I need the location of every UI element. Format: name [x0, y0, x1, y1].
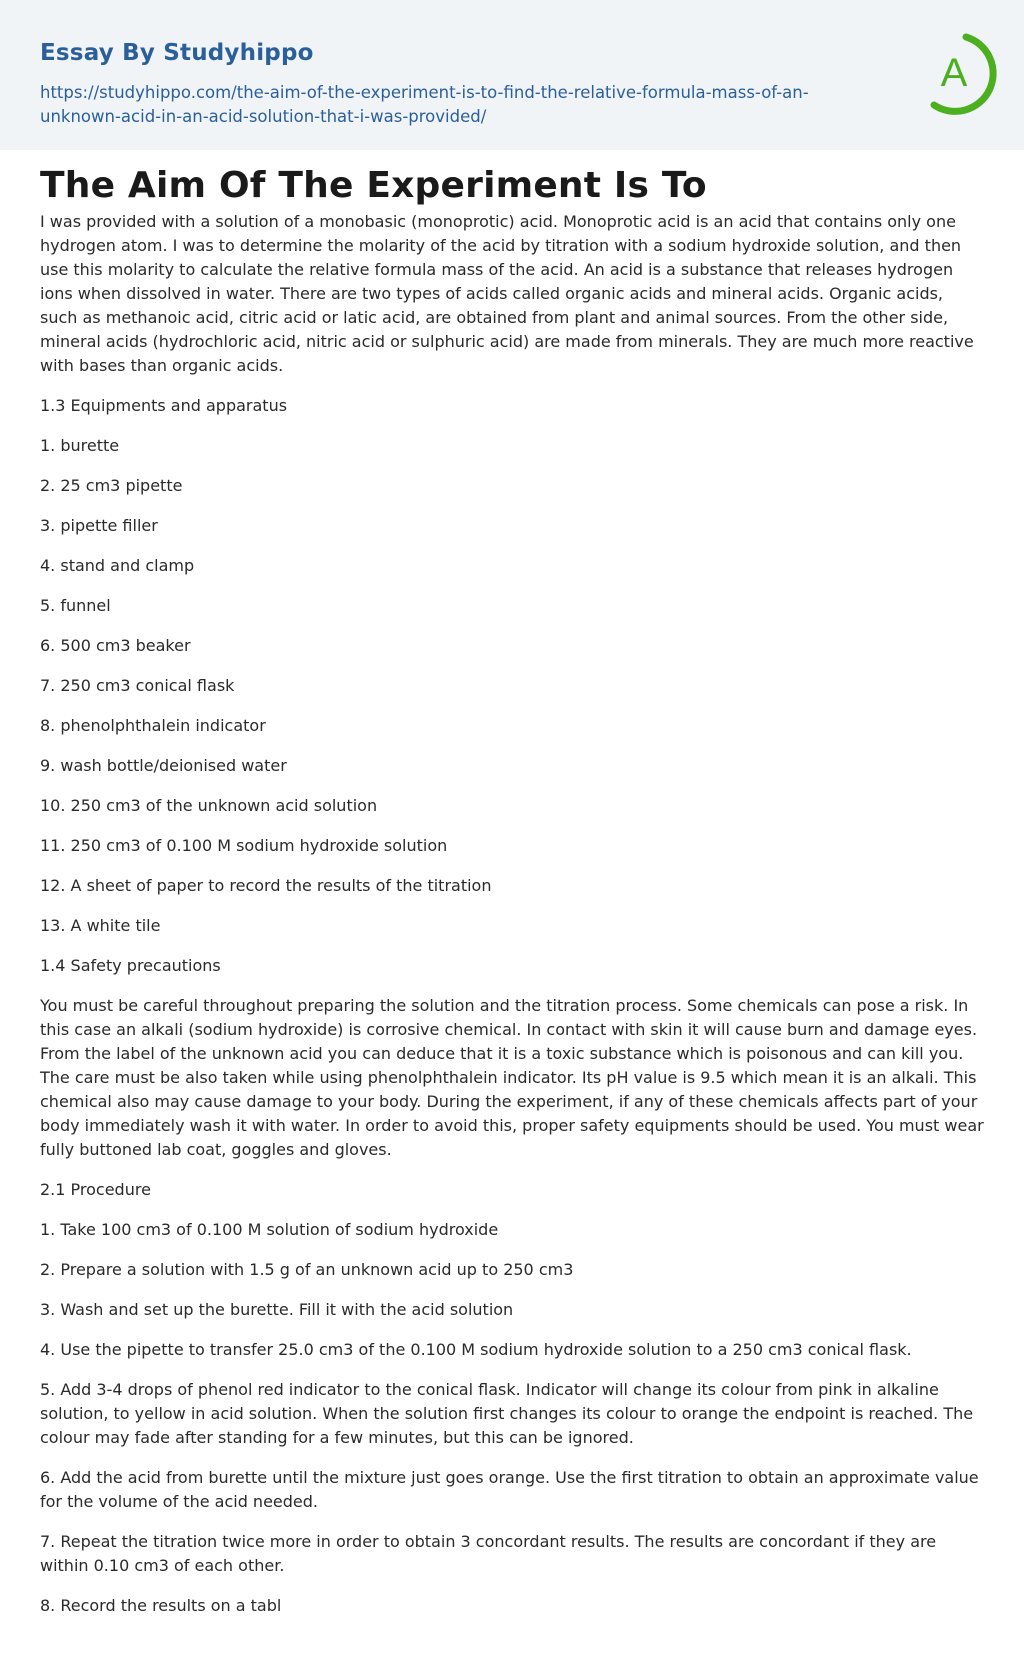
site-header [0, 0, 1024, 150]
essay-paragraph: 4. Use the pipette to transfer 25.0 cm3 of the 0.100 M sodium hydroxide solution to a 250 cm3 conical flask. [40, 1340, 912, 1359]
source-url-link[interactable]: https://studyhippo.com/the-aim-of-the-experiment-is-to-find-the-relative-formula-mass-of-an-unknown-acid-in-an-acid-solution-that-i-was-provided/ [40, 83, 809, 126]
essay-paragraph: 2. Prepare a solution with 1.5 g of an unknown acid up to 250 cm3 [40, 1260, 574, 1279]
essay-paragraph: 2.1 Procedure [40, 1180, 151, 1199]
essay-paragraph: 1. burette [40, 436, 120, 455]
essay-paragraph: You must be careful throughout preparing the solution and the titration process. Some chemicals can pose a risk. In this case an alkali (sodium hydroxide) is corrosive chemical. In contact with skin it will cause burn and damage eyes. From the label of the unknown acid you can deduce that it is a toxic substance which is poisonous and can kill you. The care must be also taken while using phenolphthalein indicator. Its pH value is 9.5 which mean it is an alkali. This chemical also may cause damage to your body. During the experiment, if any of these chemicals affects part of your body immediately wash it with water. In order to avoid this, proper safety equipments should be used. You must wear fully buttoned lab coat, goggles and gloves. [40, 996, 984, 1159]
essay-content [40, 162, 984, 1618]
essay-paragraph: 5. Add 3-4 drops of phenol red indicator to the conical flask. Indicator will change its colour from pink in alkaline solution, to yellow in acid solution. When the solution first changes its colour to orange the endpoint is reached. The colour may fade after standing for a few minutes, but this can be ignored. [40, 1380, 974, 1447]
essay-paragraph: 5. funnel [40, 596, 111, 615]
essay-paragraph: 2. 25 cm3 pipette [40, 476, 183, 495]
essay-paragraph: 3. pipette filler [40, 516, 158, 535]
essay-paragraph: 7. 250 cm3 conical flask [40, 676, 235, 695]
essay-paragraph: 8. Record the results on a tabl [40, 1596, 282, 1615]
studyhippo-logo-icon[interactable] [910, 28, 998, 116]
essay-paragraph: 6. 500 cm3 beaker [40, 636, 191, 655]
brand-title: Essay By Studyhippo [40, 40, 314, 66]
essay-paragraph: 6. Add the acid from burette until the mixture just goes orange. Use the first titration to obtain an approximate value for the volume of the acid needed. [40, 1468, 979, 1511]
essay-paragraph: 9. wash bottle/deionised water [40, 756, 287, 775]
essay-body [40, 210, 984, 1618]
essay-paragraph: 10. 250 cm3 of the unknown acid solution [40, 796, 378, 815]
essay-paragraph: 1.4 Safety precautions [40, 956, 221, 975]
essay-title: The Aim Of The Experiment Is To [40, 165, 707, 206]
essay-paragraph: 1.3 Equipments and apparatus [40, 396, 288, 415]
essay-paragraph: 7. Repeat the titration twice more in order to obtain 3 concordant results. The results are concordant if they are within 0.10 cm3 of each other. [40, 1532, 937, 1575]
essay-paragraph: 8. phenolphthalein indicator [40, 716, 266, 735]
essay-paragraph: 3. Wash and set up the burette. Fill it with the acid solution [40, 1300, 514, 1319]
essay-paragraph: 11. 250 cm3 of 0.100 M sodium hydroxide solution [40, 836, 448, 855]
logo-letter: A [940, 51, 968, 95]
essay-paragraph: 4. stand and clamp [40, 556, 195, 575]
essay-paragraph: I was provided with a solution of a monobasic (monoprotic) acid. Monoprotic acid is an acid that contains only one hydrogen atom. I was to determine the molarity of the acid by titration with a sodium hydroxide solution, and then use this molarity to calculate the relative formula mass of the acid. An acid is a substance that releases hydrogen ions when dissolved in water. There are two types of acids called organic acids and mineral acids. Organic acids, such as methanoic acid, citric acid or latic acid, are obtained from plant and animal sources. From the other side, mineral acids (hydrochloric acid, nitric acid or sulphuric acid) are made from minerals. They are much more reactive with bases than organic acids. [40, 212, 974, 375]
essay-paragraph: 12. A sheet of paper to record the results of the titration [40, 876, 492, 895]
essay-paragraph: 1. Take 100 cm3 of 0.100 M solution of sodium hydroxide [40, 1220, 499, 1239]
essay-paragraph: 13. A white tile [40, 916, 161, 935]
